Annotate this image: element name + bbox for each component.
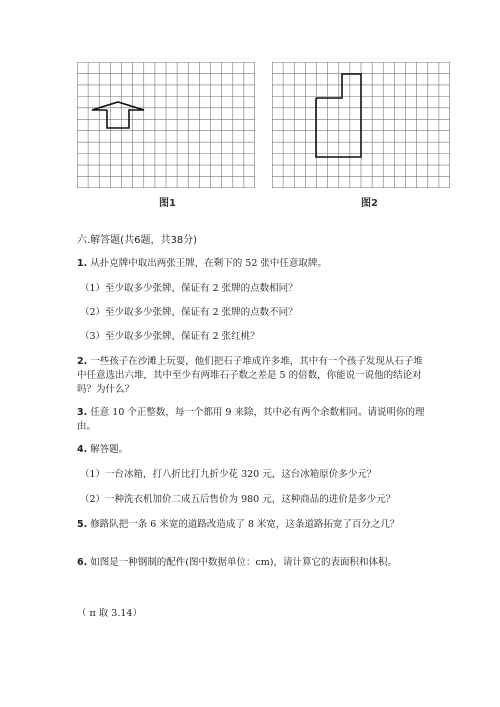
question-text: 修路队把一条 6 米宽的道路改造成了 8 米宽，这条道路拓宽了百分之几？: [90, 519, 400, 530]
question-number: 3.: [77, 407, 88, 418]
question-5: [77, 518, 427, 532]
question-4-sub-1: （1）一台冰箱，打八折比打九折少花 320 元，这台冰箱原价多少元？: [80, 469, 377, 480]
question-text: 任意 10 个正整数，每一个都用 9 来除，其中必有两个余数相同。请说明你的理由。: [77, 407, 425, 432]
question-text: 一些孩子在沙滩上玩耍，他们把石子堆成许多堆，其中有一个孩子发现从石子堆中任意选出六堆，其中至少有两堆石子数之差是 5 的倍数，你能说一说他的结论对吗？为什么？: [77, 356, 423, 395]
grid-svg-1: [77, 62, 255, 188]
question-text: 如图是一种钢制的配件(图中数据单位：cm)，请计算它的表面积和体积。: [90, 557, 398, 568]
question-number: 6.: [77, 557, 88, 568]
question-number: 2.: [77, 356, 88, 367]
question-4-sub-2: （2）一种洗衣机加价二成五后售价为 980 元，这种商品的进价是多少元？: [80, 494, 396, 505]
figure-2-grid: [272, 62, 450, 188]
question-1-sub-3: （3）至少取多少张牌，保证有 2 张红桃？: [80, 331, 260, 342]
figure-1-grid: [77, 62, 255, 188]
question-3: [77, 406, 427, 434]
question-1-sub-1: （1）至少取多少张牌，保证有 2 张牌的点数相同？: [80, 283, 298, 294]
grid-svg-2: [272, 62, 450, 188]
question-text: 解答题。: [90, 444, 129, 455]
question-number: 4.: [77, 444, 88, 455]
arrow-shape: [92, 102, 144, 128]
section-title: 六.解答题(共6题，共38分): [77, 235, 198, 246]
question-number: 5.: [77, 519, 88, 530]
question-text: 从扑克牌中取出两张王牌，在剩下的 52 张中任意取牌。: [90, 258, 327, 269]
pi-note: （ π 取 3.14）: [77, 608, 142, 619]
question-number: 1.: [77, 258, 88, 269]
figure-2-caption: 图2: [361, 198, 378, 209]
figure-1-caption: 图1: [159, 198, 176, 209]
question-1: [77, 257, 427, 271]
question-4: [77, 443, 427, 457]
question-1-sub-2: （2）至少取多少张牌，保证有 2 张牌的点数不同？: [80, 307, 298, 318]
question-2: [77, 355, 427, 397]
question-6: [77, 556, 427, 570]
